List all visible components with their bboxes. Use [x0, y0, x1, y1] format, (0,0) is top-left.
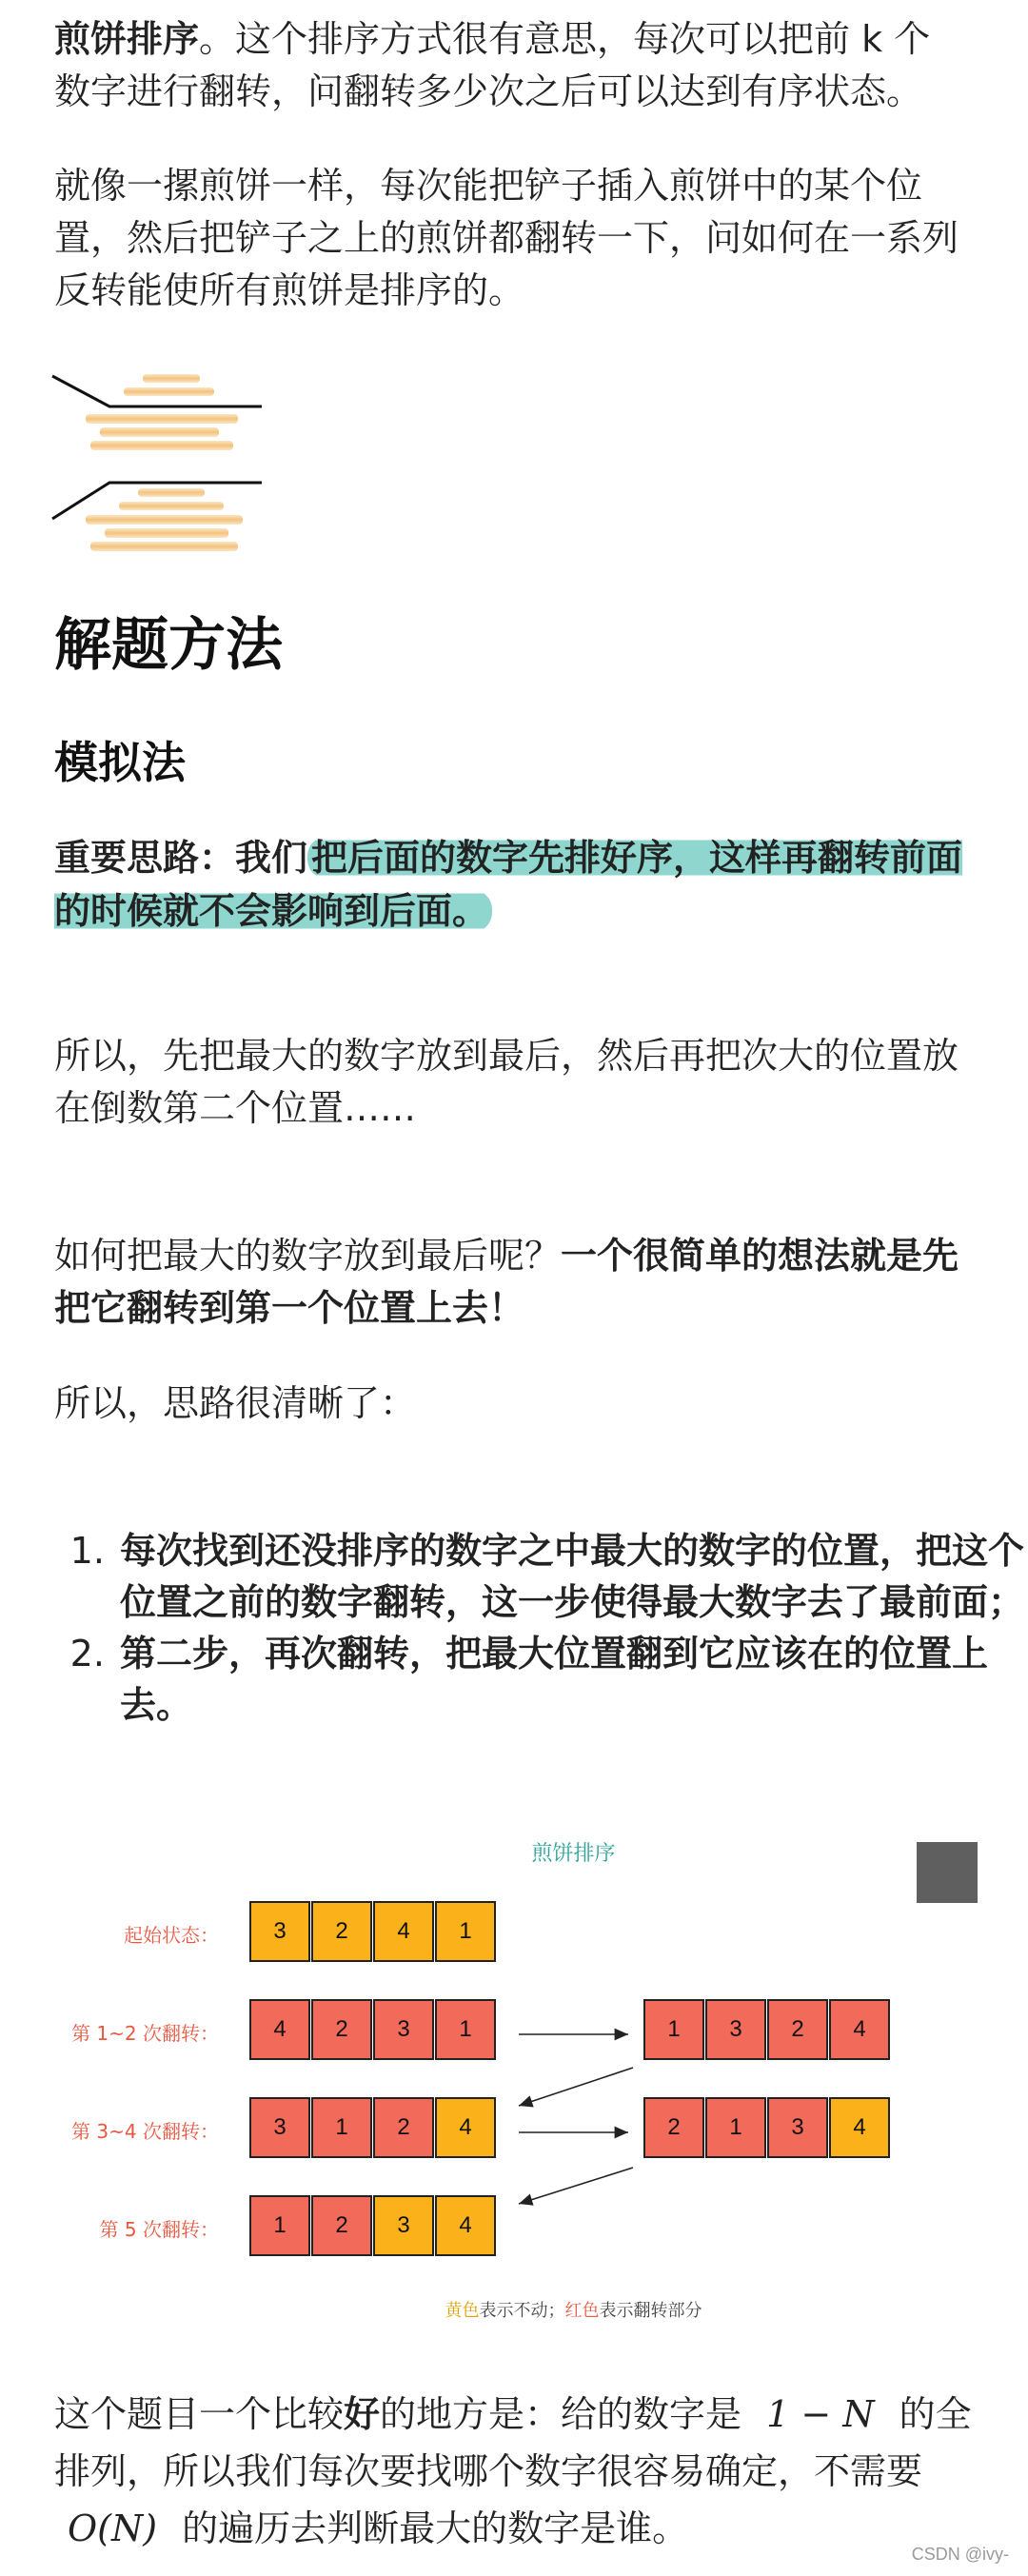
analogy-paragraph: 就像一摞煎饼一样，每次能把铲子插入煎饼中的某个位置，然后把铲子之上的煎饼都翻转一下，问如何在一系列反转能使所有煎饼是排序的。: [54, 165, 959, 311]
diagram-row-label: 第 1~2 次翻转：: [71, 2022, 219, 2045]
array-cell-left: 2: [373, 2097, 434, 2158]
list-item: 1. 每次找到还没排序的数字之中最大的数字的位置，把这个位置之前的数字翻转，这一步使得最大数字去了最前面；: [116, 1525, 1028, 1628]
pancake-sort-term: 煎饼排序: [54, 18, 200, 60]
pancake: [100, 427, 219, 437]
pancake: [138, 488, 205, 497]
diagram-arrows: [0, 1828, 1028, 2342]
spatula: [52, 483, 262, 519]
array-cell-right: 1: [643, 1999, 704, 2060]
paragraph-so: 所以，思路很清晰了：: [54, 1382, 417, 1424]
closing-text: 的遍历去判断最大的数字是谁。: [182, 2507, 689, 2549]
pancake: [119, 502, 224, 510]
array-cell-right: 1: [705, 2097, 766, 2158]
array-cell-left: 3: [249, 2097, 310, 2158]
pancake-sort-diagram: [0, 1828, 1028, 2342]
array-cell-left: 4: [435, 2195, 496, 2256]
math-range: 1 − N: [766, 2393, 875, 2435]
array-cell-right: 2: [643, 2097, 704, 2158]
array-cell-left: 1: [249, 2195, 310, 2256]
key-idea-label: 重要思路：我们: [54, 837, 308, 879]
array-cell-left: 2: [311, 1901, 372, 1962]
legend-text: 表示不动；: [479, 2301, 565, 2321]
diagram-row-label: 第 5 次翻转：: [99, 2218, 219, 2241]
closing-text: 这个题目一个比较: [54, 2393, 345, 2435]
legend-text: 表示翻转部分: [599, 2301, 702, 2321]
math-complexity: O(N): [68, 2507, 158, 2549]
watermark: CSDN @ivy-: [911, 2545, 1009, 2564]
diagram-legend: [0, 2297, 1028, 2322]
array-cell-left: 1: [435, 1901, 496, 1962]
array-cell-left: 2: [311, 2195, 372, 2256]
arrow-back: [519, 2068, 633, 2106]
list-item: 2. 第二步，再次翻转，把最大位置翻到它应该在的位置上去。: [116, 1628, 1028, 1731]
closing-bold: 好: [344, 2393, 381, 2435]
array-cell-left: 2: [311, 1999, 372, 2060]
array-cell-left: 1: [311, 2097, 372, 2158]
legend-yellow: 黄色: [445, 2301, 480, 2321]
section-heading: 解题方法: [54, 612, 283, 679]
diagram-row-label: 第 3~4 次翻转：: [71, 2120, 219, 2143]
paragraph-how: [54, 1230, 978, 1335]
array-cell-left: 4: [373, 1901, 434, 1962]
array-cell-left: 3: [249, 1901, 310, 1962]
intro-text-2: 数字进行翻转，问翻转多少次之后可以达到有序状态。: [54, 70, 923, 112]
question-text: 如何把最大的数字放到最后呢？: [54, 1235, 562, 1277]
pancake: [105, 528, 228, 538]
array-cell-right: 3: [767, 2097, 828, 2158]
pancake: [90, 441, 233, 450]
closing-text: 的地方是：给的数字是: [380, 2393, 742, 2435]
answer-text: 一个很简单的想法就是先把它翻转到第一个位置上去！: [54, 1235, 959, 1329]
pancake: [86, 414, 238, 424]
pancake-flip-illustration: [48, 367, 295, 557]
array-cell-right: 4: [829, 2097, 890, 2158]
array-cell-right: 4: [829, 1999, 890, 2060]
intro-text: 。这个排序方式很有意思，每次可以把前 k 个: [199, 18, 931, 60]
pancake: [124, 387, 214, 396]
arrow-back: [519, 2168, 633, 2204]
closing-paragraph: [54, 2386, 978, 2557]
array-cell-right: 3: [705, 1999, 766, 2060]
key-idea-paragraph: [54, 831, 978, 938]
array-cell-right: 2: [767, 1999, 828, 2060]
closing-text: 的全排列，所以我们每次要找哪个数字很容易确定，不需要: [54, 2393, 972, 2492]
subsection-heading: 模拟法: [54, 737, 186, 788]
highlighted-text: 把后面的数字先排好序，这样再翻转前面的时候就不会影响到后面。: [54, 837, 963, 932]
steps-list: [54, 1525, 1028, 1731]
diagram-title: 煎饼排序: [531, 1842, 616, 1866]
pancake: [86, 515, 243, 525]
array-cell-left: 4: [249, 1999, 310, 2060]
intro-paragraph: [54, 13, 978, 118]
pancake: [143, 374, 200, 383]
pancake: [90, 542, 238, 551]
array-cell-left: 3: [373, 1999, 434, 2060]
diagram-row-label: 起始状态：: [124, 1924, 219, 1947]
paragraph-largest-last: 所以，先把最大的数字放到最后，然后再把次大的位置放在倒数第二个位置……: [54, 1035, 959, 1129]
array-cell-left: 3: [373, 2195, 434, 2256]
array-cell-left: 4: [435, 2097, 496, 2158]
legend-red: 红色: [564, 2301, 600, 2321]
array-cell-left: 1: [435, 1999, 496, 2060]
